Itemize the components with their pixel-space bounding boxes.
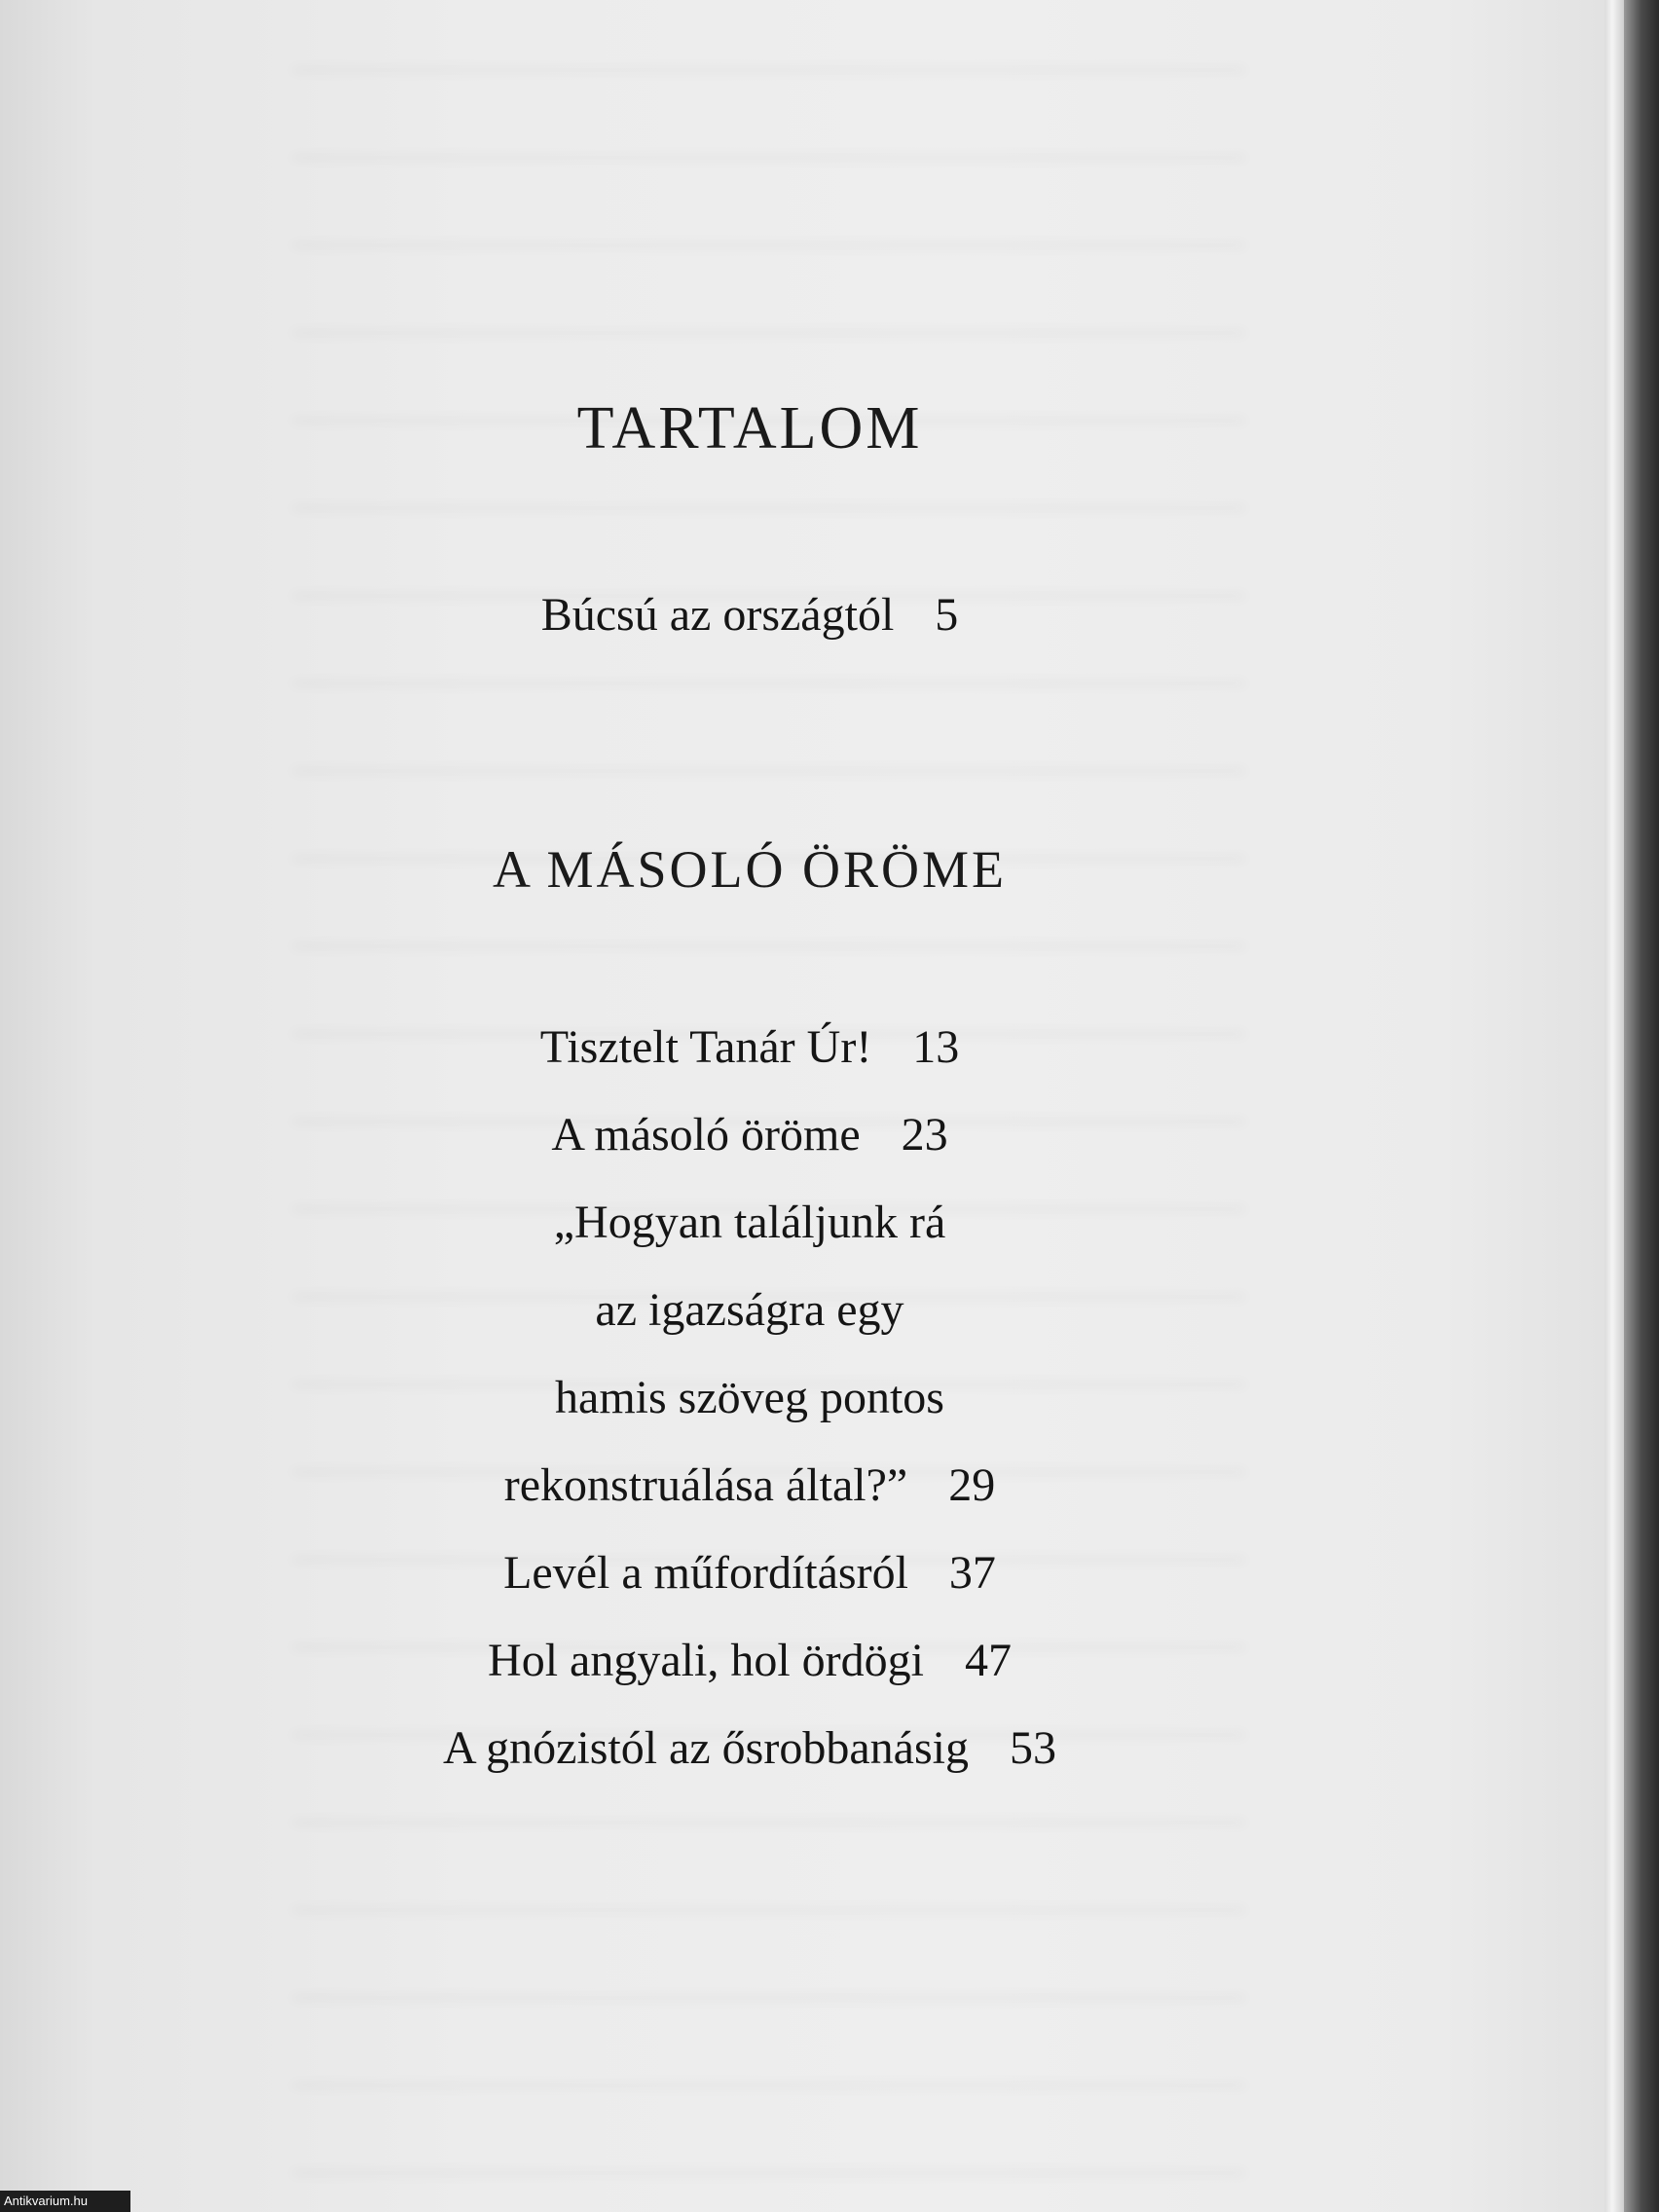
toc-entry-title: hamis szöveg pontos	[555, 1372, 944, 1423]
toc-entry	[0, 1722, 1499, 1774]
toc-entry-page: 29	[948, 1459, 996, 1511]
toc-entry-title: Hol angyali, hol ördögi	[488, 1635, 924, 1686]
toc-entry-page: 47	[964, 1635, 1012, 1686]
toc-entry-title: Levél a műfordításról	[503, 1547, 908, 1599]
toc-entry-title: Búcsú az országtól	[540, 589, 895, 641]
toc-entry-title: az igazságra egy	[595, 1284, 904, 1336]
contents-heading: TARTALOM	[576, 395, 923, 461]
watermark: Antikvarium.hu	[0, 2191, 130, 2212]
toc-entry-title: A másoló öröme	[551, 1109, 861, 1161]
section-heading: A MÁSOLÓ ÖRÖME	[492, 840, 1008, 899]
toc-entry-page: 37	[948, 1547, 996, 1599]
binding-shadow	[1624, 0, 1659, 2212]
toc-entry-title: Tisztelt Tanár Úr!	[539, 1021, 872, 1073]
toc-entry	[0, 1635, 1499, 1686]
page-edge	[1604, 0, 1624, 2212]
bleed-through-texture	[292, 0, 1246, 2212]
toc-entry-title: „Hogyan találjunk rá	[553, 1197, 946, 1248]
toc-entry-title: A gnózistól az ősrobbanásig	[443, 1722, 969, 1774]
toc-entry-page: 5	[935, 589, 959, 641]
toc-entry	[0, 1284, 1499, 1336]
toc-entry	[0, 1199, 1499, 1246]
toc-entry-page: 13	[912, 1021, 960, 1073]
toc-entry-page: 23	[901, 1109, 948, 1161]
toc-entry	[0, 589, 1499, 641]
toc-entry	[0, 1021, 1499, 1073]
toc-entry	[0, 1372, 1499, 1423]
toc-entry	[0, 1547, 1499, 1599]
toc-entry	[0, 1109, 1499, 1161]
toc-entry	[0, 1459, 1499, 1511]
toc-entry-page: 53	[1009, 1722, 1056, 1774]
toc-entry-title: rekonstruálása által?”	[503, 1459, 908, 1511]
